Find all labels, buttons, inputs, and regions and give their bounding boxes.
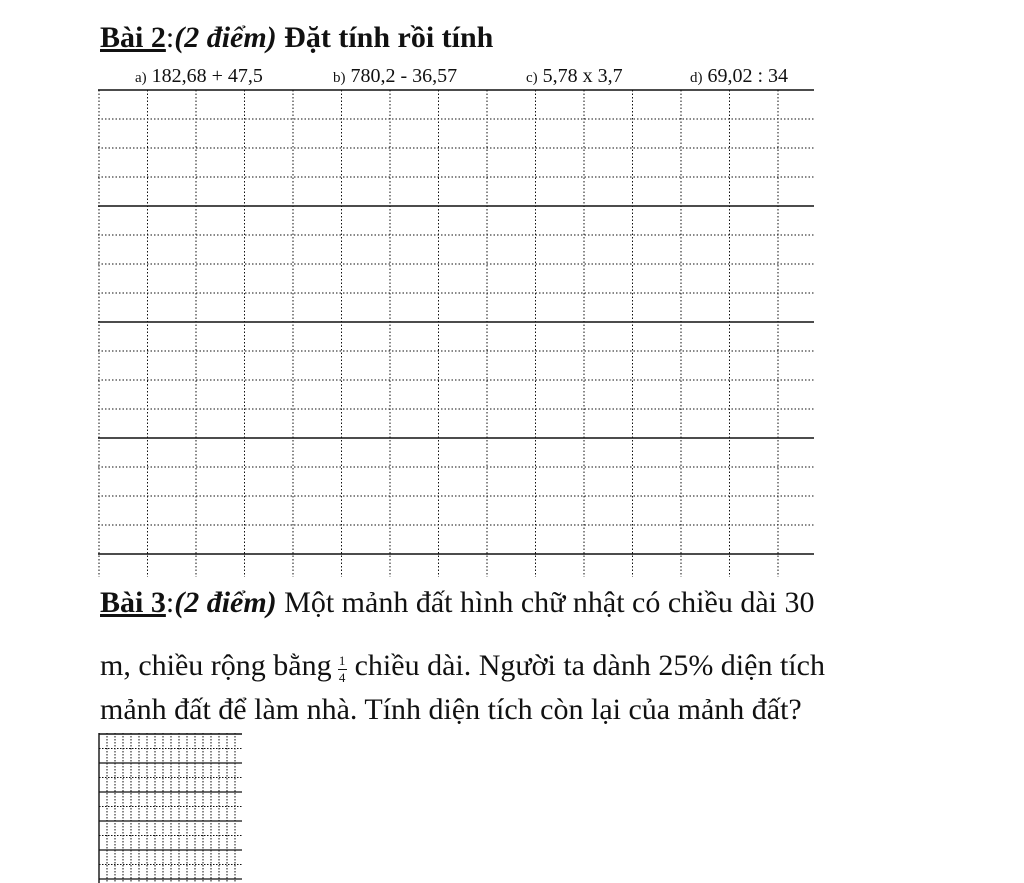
- exercise-3-text-line-1: Một mảnh đất hình chữ nhật có chiều dài 30: [284, 586, 815, 619]
- operation-d-expression: 69,02 : 34: [707, 65, 789, 87]
- operation-c: [526, 63, 623, 91]
- exercise-2-separator: :: [165, 21, 175, 54]
- exercise-2-task: Đặt tính rồi tính: [284, 21, 494, 54]
- exercise-3-points: (2 điểm): [174, 586, 277, 619]
- operation-a-letter: a): [135, 70, 147, 86]
- exercise-3-text-line-2: [100, 648, 825, 685]
- operation-b: [333, 63, 457, 91]
- operation-c-letter: c): [526, 70, 538, 86]
- exercise-3-text-line-3: mảnh đất để làm nhà. Tính diện tích còn lại của mảnh đất?: [100, 693, 802, 726]
- fraction-numerator: 1: [338, 653, 346, 668]
- calculation-grid[interactable]: [98, 89, 816, 579]
- exercise-3-label: Bài 3: [100, 586, 166, 619]
- operation-b-expression: 780,2 - 36,57: [350, 65, 458, 87]
- exercise-3-separator: :: [165, 586, 175, 619]
- answer-grid-lines: [98, 733, 244, 883]
- exercise-2-label: Bài 2: [100, 21, 166, 54]
- exercise-2-points: (2 điểm): [174, 21, 277, 54]
- exercise-3-line-2-start: m, chiều rộng bằng: [100, 649, 332, 682]
- fraction-one-quarter: [338, 654, 347, 685]
- operation-a-expression: 182,68 + 47,5: [151, 65, 263, 87]
- operation-b-letter: b): [333, 70, 346, 86]
- fraction-denominator: 4: [338, 670, 346, 685]
- operation-d: [690, 63, 788, 91]
- exercise-3-line-2-end: chiều dài. Người ta dành 25% diện tích: [354, 649, 825, 682]
- operation-d-letter: d): [690, 70, 703, 86]
- exercise-2-heading: [100, 20, 493, 56]
- calculation-grid-lines: [98, 89, 816, 579]
- operation-c-expression: 5,78 x 3,7: [542, 65, 623, 87]
- exercise-3-heading: [100, 585, 814, 621]
- answer-grid[interactable]: [98, 733, 244, 883]
- operation-a: [135, 63, 263, 91]
